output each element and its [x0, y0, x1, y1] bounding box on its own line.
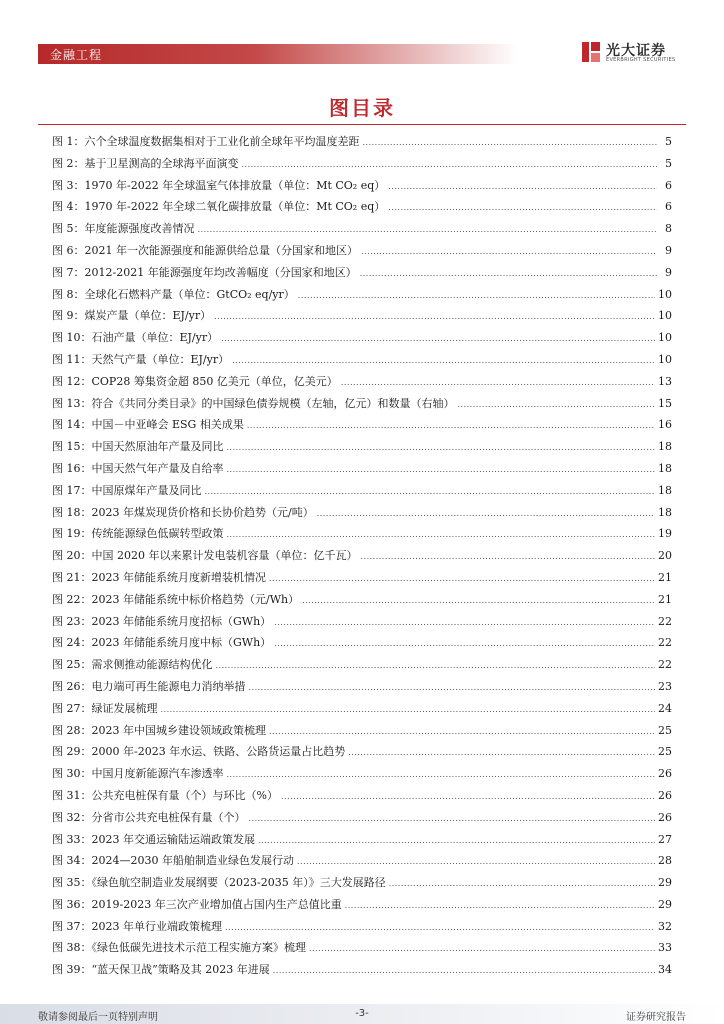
toc-entry-label: 图 12：COP28 筹集资金超 850 亿美元（单位，亿美元）: [52, 374, 338, 388]
toc-leader-dots: [247, 415, 655, 437]
toc-leader-dots: [232, 350, 655, 372]
toc-entry[interactable]: [52, 349, 672, 371]
toc-entry-label: 图 16：中国天然气年产量及自给率: [52, 461, 224, 475]
toc-entry[interactable]: [52, 567, 672, 589]
everbright-logo-icon: [580, 40, 602, 64]
toc-entry-page: 10: [658, 331, 672, 345]
toc-entry-page: 18: [658, 461, 672, 475]
toc-entry[interactable]: [52, 611, 672, 633]
toc-entry[interactable]: [52, 284, 672, 306]
toc-leader-dots: [269, 721, 655, 743]
toc-entry-label: 图 35：《绿色航空制造业发展纲要（2023-2035 年）》三大发展路径: [52, 876, 386, 890]
toc-entry-label: 图 20：中国 2020 年以来累计发电装机容量（单位：亿千瓦）: [52, 549, 358, 563]
toc-entry[interactable]: [52, 262, 672, 284]
toc-entry-page: 10: [658, 309, 672, 323]
toc-entry-page: 22: [658, 636, 672, 650]
toc-entry-page: 21: [658, 592, 672, 606]
toc-leader-dots: [227, 524, 656, 546]
toc-leader-dots: [302, 590, 655, 612]
toc-leader-dots: [161, 699, 656, 721]
toc-entry-label: 图 9：煤炭产量（单位：EJ/yr）: [52, 309, 212, 323]
toc-leader-dots: [389, 873, 655, 895]
toc-entry-label: 图 39：“蓝天保卫战”策略及其 2023 年进展: [52, 963, 270, 977]
toc-entry-label: 图 4：1970 年-2022 年全球二氧化碳排放量（单位：Mt CO₂ eq）: [52, 200, 386, 214]
toc-entry-page: 29: [658, 876, 672, 890]
toc-entry-label: 图 24：2023 年储能系统月度中标（GWh）: [52, 636, 272, 650]
toc-entry[interactable]: [52, 240, 672, 262]
toc-entry-label: 图 13：符合《共同分类目录》的中国绿色债券规模（左轴，亿元）和数量（右轴）: [52, 396, 455, 410]
toc-entry-page: 18: [658, 440, 672, 454]
toc-entry[interactable]: [52, 175, 672, 197]
toc-entry-page: 8: [665, 222, 672, 236]
toc-leader-dots: [309, 938, 655, 960]
toc-entry[interactable]: [52, 785, 672, 807]
toc-leader-dots: [249, 677, 656, 699]
toc-entry-label: 图 26：电力端可再生能源电力消纳举措: [52, 679, 246, 693]
toc-leader-dots: [345, 895, 655, 917]
toc-entry[interactable]: [52, 393, 672, 415]
toc-entry-label: 图 18：2023 年煤炭现货价格和长协价趋势（元/吨）: [52, 505, 314, 519]
toc-entry[interactable]: [52, 458, 672, 480]
toc-entry-page: 9: [665, 243, 672, 257]
toc-entry-page: 26: [658, 810, 672, 824]
footer-doc-type: 证券研究报告: [626, 1012, 686, 1023]
toc-entry[interactable]: [52, 305, 672, 327]
toc-entry[interactable]: [52, 872, 672, 894]
page-title: 图目录: [329, 96, 395, 120]
section-label: 金融工程: [50, 48, 103, 62]
toc-leader-dots: [249, 808, 656, 830]
toc-entry-page: 20: [658, 549, 672, 563]
toc-entry-page: 29: [658, 897, 672, 911]
toc-leader-dots: [214, 306, 655, 328]
toc-entry-page: 25: [658, 745, 672, 759]
toc-entry-page: 18: [658, 505, 672, 519]
toc-entry-label: 图 32：分省市公共充电桩保有量（个）: [52, 810, 246, 824]
toc-leader-dots: [298, 285, 655, 307]
footer-disclaimer: 敬请参阅最后一页特别声明: [38, 1012, 158, 1023]
toc-leader-dots: [341, 372, 655, 394]
toc-entry[interactable]: [52, 371, 672, 393]
toc-entry-label: 图 36：2019-2023 年三次产业增加值占国内生产总值比重: [52, 897, 342, 911]
toc-entry-page: 6: [665, 178, 672, 192]
toc-leader-dots: [227, 764, 656, 786]
toc-entry[interactable]: [52, 720, 672, 742]
toc-entry-label: 图 30：中国月度新能源汽车渗透率: [52, 767, 224, 781]
toc-entry[interactable]: [52, 436, 672, 458]
section-banner: [38, 44, 518, 64]
toc-entry-label: 图 21：2023 年储能系统月度新增装机情况: [52, 570, 266, 584]
toc-leader-dots: [281, 786, 655, 808]
toc-entry[interactable]: [52, 850, 672, 872]
toc-leader-dots: [361, 241, 657, 263]
toc-entry-page: 10: [658, 287, 672, 301]
toc-entry-page: 10: [658, 352, 672, 366]
toc-entry[interactable]: [52, 676, 672, 698]
toc-entry[interactable]: [52, 502, 672, 524]
toc-leader-dots: [258, 830, 655, 852]
toc-entry[interactable]: [52, 589, 672, 611]
toc-leader-dots: [360, 546, 655, 568]
toc-entry-page: 9: [665, 265, 672, 279]
toc-entry[interactable]: [52, 829, 672, 851]
toc-entry-label: 图 3：1970 年-2022 年全球温室气体排放量（单位：Mt CO₂ eq）: [52, 178, 386, 192]
toc-entry-label: 图 23：2023 年储能系统月度招标（GWh）: [52, 614, 272, 628]
toc-leader-dots: [388, 197, 657, 219]
toc-entry-label: 图 14：中国－中亚峰会 ESG 相关成果: [52, 418, 244, 432]
toc-leader-dots: [458, 394, 656, 416]
toc-entry-label: 图 28：2023 年中国城乡建设领域政策梳理: [52, 723, 266, 737]
toc-entry[interactable]: [52, 654, 672, 676]
toc-entry-label: 图 1：六个全球温度数据集相对于工业化前全球年平均温度差距: [52, 135, 360, 148]
toc-entry-label: 图 29：2000 年-2023 年水运、铁路、公路货运量占比趋势: [52, 745, 346, 759]
toc-entry-label: 图 38：《绿色低碳先进技术示范工程实施方案》梳理: [52, 941, 306, 955]
toc-entry-page: 21: [658, 570, 672, 584]
toc-leader-dots: [227, 459, 656, 481]
toc-entry-page: 22: [658, 658, 672, 672]
toc-leader-dots: [360, 263, 657, 285]
toc-entry-label: 图 10：石油产量（单位：EJ/yr）: [52, 331, 219, 345]
toc-entry[interactable]: [52, 632, 672, 654]
toc-entry-label: 图 17：中国原煤年产量及同比: [52, 483, 202, 497]
toc-entry-page: 26: [658, 767, 672, 781]
toc-entry-label: 图 19：传统能源绿色低碳转型政策: [52, 527, 224, 541]
toc-entry-label: 图 5：年度能源强度改善情况: [52, 222, 195, 236]
toc-leader-dots: [269, 568, 655, 590]
page-number: -3-: [355, 1008, 369, 1019]
toc-leader-dots: [317, 503, 655, 525]
toc-entry-label: 图 7：2012-2021 年能源强度年均改善幅度（分国家和地区）: [52, 265, 357, 279]
toc-entry[interactable]: [52, 894, 672, 916]
brand-name: 光大证券: [606, 43, 666, 59]
figure-toc-list: [52, 131, 672, 981]
toc-entry[interactable]: [52, 131, 672, 153]
toc-leader-dots: [274, 612, 655, 634]
toc-entry[interactable]: [52, 480, 672, 502]
toc-entry[interactable]: [52, 807, 672, 829]
toc-entry-page: 19: [658, 527, 672, 541]
toc-entry-page: 34: [658, 963, 672, 977]
brand-logo: [580, 40, 690, 66]
toc-entry-label: 图 25：需求侧推动能源结构优化: [52, 658, 213, 672]
toc-entry-page: 24: [658, 701, 672, 715]
toc-entry[interactable]: [52, 741, 672, 763]
title-divider: [38, 124, 686, 125]
toc-entry-label: 图 22：2023 年储能系统中标价格趋势（元/Wh）: [52, 592, 300, 606]
toc-entry-label: 图 8：全球化石燃料产量（单位：GtCO₂ eq/yr）: [52, 287, 295, 301]
toc-entry[interactable]: [52, 763, 672, 785]
toc-entry[interactable]: [52, 153, 672, 175]
toc-entry[interactable]: [52, 698, 672, 720]
toc-entry-page: 5: [665, 135, 672, 148]
toc-entry-page: 18: [658, 483, 672, 497]
header: [0, 0, 724, 66]
toc-leader-dots: [198, 219, 658, 241]
toc-leader-dots: [297, 851, 655, 873]
brand-name-en: EVERBRIGHT SECURITIES: [606, 57, 676, 63]
toc-entry-page: 15: [658, 396, 672, 410]
toc-leader-dots: [273, 960, 655, 982]
toc-entry-page: 26: [658, 788, 672, 802]
toc-leader-dots: [216, 655, 656, 677]
toc-entry-page: 23: [658, 679, 672, 693]
toc-entry[interactable]: [52, 327, 672, 349]
toc-entry-label: 图 11：天然气产量（单位：EJ/yr）: [52, 352, 230, 366]
toc-entry-label: 图 33：2023 年交通运输陆运端政策发展: [52, 832, 255, 846]
toc-entry[interactable]: [52, 414, 672, 436]
toc-entry-label: 图 37：2023 年单行业端政策梳理: [52, 919, 222, 933]
toc-entry-page: 6: [665, 200, 672, 214]
toc-entry-page: 22: [658, 614, 672, 628]
toc-entry[interactable]: [52, 959, 672, 981]
toc-entry-page: 28: [658, 854, 672, 868]
toc-entry[interactable]: [52, 545, 672, 567]
toc-leader-dots: [348, 742, 655, 764]
toc-entry[interactable]: [52, 196, 672, 218]
toc-leader-dots: [227, 437, 656, 459]
toc-entry-label: 图 31：公共充电桩保有量（个）与环比（%）: [52, 788, 278, 802]
toc-leader-dots: [205, 481, 656, 503]
toc-entry-page: 33: [658, 941, 672, 955]
toc-entry[interactable]: [52, 937, 672, 959]
toc-entry-page: 32: [658, 919, 672, 933]
toc-entry-label: 图 6：2021 年一次能源强度和能源供给总量（分国家和地区）: [52, 243, 358, 257]
toc-entry[interactable]: [52, 916, 672, 938]
toc-leader-dots: [242, 154, 658, 176]
toc-entry-page: 16: [658, 418, 672, 432]
toc-leader-dots: [363, 132, 658, 154]
toc-leader-dots: [225, 917, 655, 939]
toc-entry[interactable]: [52, 218, 672, 240]
toc-entry-label: 图 15：中国天然原油年产量及同比: [52, 440, 224, 454]
toc-leader-dots: [221, 328, 655, 350]
toc-entry-label: 图 27：绿证发展梳理: [52, 701, 158, 715]
toc-entry[interactable]: [52, 523, 672, 545]
toc-leader-dots: [388, 176, 657, 198]
toc-entry-page: 25: [658, 723, 672, 737]
toc-entry-page: 27: [658, 832, 672, 846]
toc-entry-label: 图 34：2024—2030 年船舶制造业绿色发展行动: [52, 854, 294, 868]
toc-entry-page: 5: [665, 156, 672, 170]
toc-leader-dots: [274, 633, 655, 655]
toc-entry-page: 13: [658, 374, 672, 388]
toc-entry-label: 图 2：基于卫星测高的全球海平面演变: [52, 156, 239, 170]
